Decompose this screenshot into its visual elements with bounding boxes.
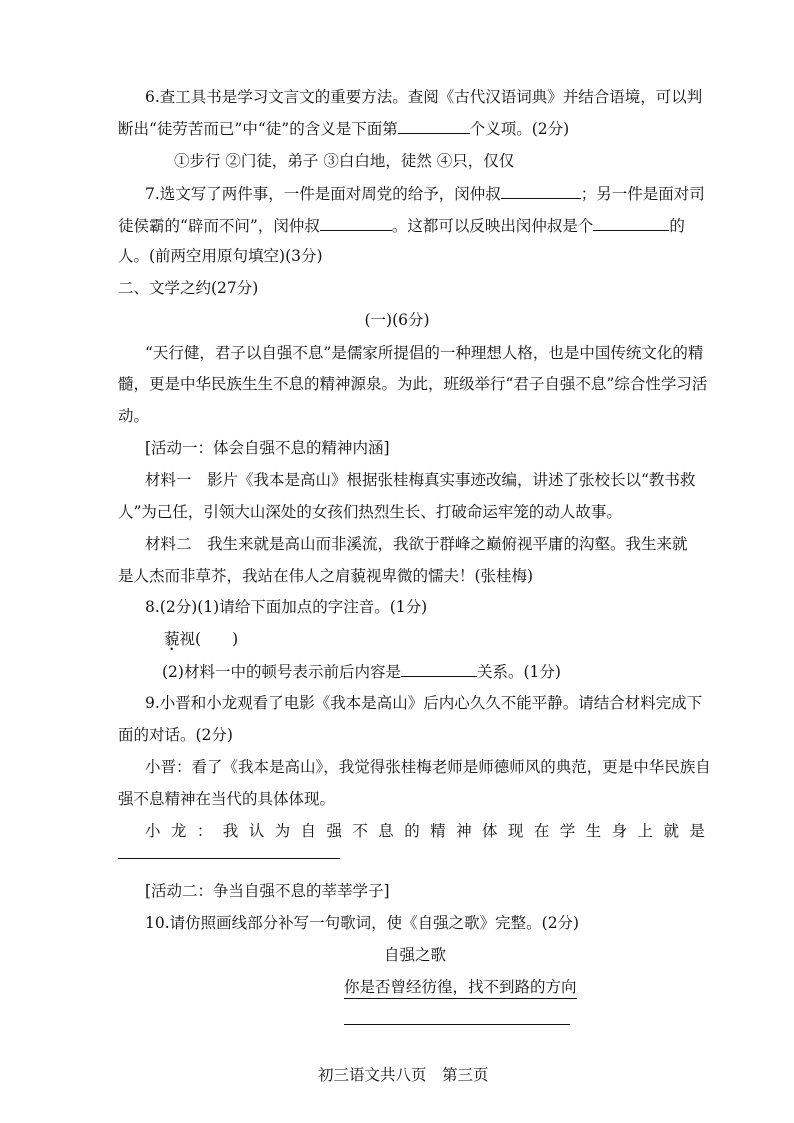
xiaolong-char: 身 — [611, 822, 628, 840]
activity-2-title: [活动二：争当自强不息的莘莘学子] — [145, 882, 390, 900]
song-lyric — [344, 976, 577, 998]
xiaojin-line-2: 强不息精神在当代的具体体现。 — [118, 790, 336, 808]
xiaolong-char: 生 — [585, 822, 602, 840]
q8-line-1: 8.(2分)(1)请给下面加点的字注音。(1分) — [145, 598, 428, 616]
xiaolong-char: 小 — [145, 822, 161, 840]
xiaolong-char: 不 — [352, 822, 368, 840]
xiaolong-char: 认 — [248, 822, 265, 840]
q6-answer-blank[interactable] — [398, 117, 470, 134]
q7-line-2-tail: 的 — [669, 217, 685, 235]
xiaolong-text — [145, 820, 705, 842]
xiaolong-char: 为 — [274, 822, 291, 840]
xiaolong-char: 龙 — [170, 822, 187, 840]
intro-line-1: “天行健，君子以自强不息”是儒家所提倡的一种理想人格，也是中国传统文化的精 — [145, 344, 704, 362]
material-1-line-1: 材料一 影片《我本是高山》根据张桂梅真实事迹改编，讲述了张校长以“教书救 — [145, 471, 696, 489]
xiaolong-char: 强 — [326, 822, 342, 840]
xiaolong-char: 在 — [533, 822, 550, 840]
page-footer: 初三语文共八页 第三页 — [318, 1066, 489, 1084]
underlined-lyric: 你是否曾经彷徨，找不到路的方向 — [344, 978, 577, 999]
xiaolong-char: 是 — [689, 822, 705, 840]
xiaojin-line-1: 小晋：看了《我本是高山》，我觉得张桂梅老师是师德师风的典范，更是中华民族自 — [145, 758, 711, 776]
section-2-title: 二、文学之约(27分) — [118, 279, 259, 297]
q10-line-1: 10.请仿照画线部分补写一句歌词，使《自强之歌》完整。(2分) — [145, 914, 580, 932]
xiaolong-char: 精 — [430, 822, 446, 840]
q6-line-2-text: 断出“徒劳苦而已”中“徒”的含义是下面第 — [118, 120, 398, 138]
q9-answer-line[interactable] — [118, 858, 340, 859]
q7-line-3: 人。(前两空用原句填空)(3分) — [118, 247, 323, 265]
q6-line-1: 6.查工具书是学习文言文的重要方法。查阅《古代汉语词典》并结合语境，可以判 — [145, 88, 703, 106]
material-1-line-2: 人”为己任，引领大山深处的女孩们热烈生长、打破命运牢笼的动人故事。 — [118, 503, 622, 521]
xiaolong-line — [145, 820, 705, 842]
q7-answer-blank-3[interactable] — [593, 214, 669, 231]
q9-line-2: 面的对话。(2分) — [118, 726, 233, 744]
xiaolong-char: ： — [196, 822, 213, 840]
q6-options: ①步行 ②门徒，弟子 ③白白地，徒然 ④只，仅仅 — [174, 152, 515, 170]
intro-line-2: 髓，更是中华民族生生不息的精神源泉。为此，班级举行“君子自强不息”综合性学习活 — [118, 375, 708, 393]
material-2-line-2: 是人杰而非草芥，我站在伟人之肩藐视卑微的懦夫！(张桂梅) — [118, 567, 534, 585]
q6-line-2-tail: 个义项。(2分) — [469, 120, 570, 138]
q7-line-2-mid: 。这都可以反映出闵仲叔是个 — [391, 217, 594, 235]
q8-line-2 — [162, 660, 561, 683]
xiaolong-char: 神 — [456, 822, 472, 840]
material-2-line-1: 材料二 我生来就是高山而非溪流，我欲于群峰之巅俯视平庸的沟壑。我生来就 — [145, 535, 688, 553]
activity-1-title: [活动一：体会自强不息的精神内涵] — [145, 439, 390, 457]
q7-line-1-text: 7.选文写了两件事，一件是面对周党的给予，闵仲叔 — [145, 185, 501, 203]
q10-answer-line[interactable] — [344, 1024, 570, 1025]
section-2-subtitle: (一)(6分) — [364, 311, 430, 329]
xiaolong-char: 我 — [222, 822, 239, 840]
xiaolong-char: 息 — [378, 822, 394, 840]
xiaolong-char: 学 — [559, 822, 576, 840]
q8-pinyin-answer[interactable]: 视( ) — [179, 630, 239, 648]
xiaolong-char: 自 — [300, 822, 317, 840]
intro-line-3: 动。 — [118, 407, 150, 425]
xiaolong-char: 体 — [481, 822, 498, 840]
xiaolong-char: 的 — [404, 822, 420, 840]
q7-line-2 — [118, 214, 685, 237]
q7-line-1 — [145, 182, 705, 205]
q7-answer-blank-2[interactable] — [320, 214, 392, 231]
dotted-char: 藐 — [164, 630, 180, 648]
xiaolong-char: 现 — [507, 822, 524, 840]
q8-pinyin-item — [164, 628, 238, 650]
q7-answer-blank-1[interactable] — [501, 182, 581, 199]
song-title: 自强之歌 — [384, 946, 447, 964]
q8-answer-blank[interactable] — [401, 660, 477, 677]
q8-line-2-text: (2)材料一中的顿号表示前后内容是 — [162, 663, 401, 681]
xiaolong-char: 就 — [663, 822, 679, 840]
q6-line-2 — [118, 117, 569, 140]
q7-line-2-text: 徒侯霸的“辟而不问”，闵仲叔 — [118, 217, 320, 235]
q7-line-1-tail: ；另一件是面对司 — [580, 185, 705, 203]
q8-line-2-tail: 关系。(1分) — [476, 663, 561, 681]
xiaolong-char: 上 — [637, 822, 654, 840]
q9-line-1: 9.小晋和小龙观看了电影《我本是高山》后内心久久不能平静。请结合材料完成下 — [145, 694, 703, 712]
